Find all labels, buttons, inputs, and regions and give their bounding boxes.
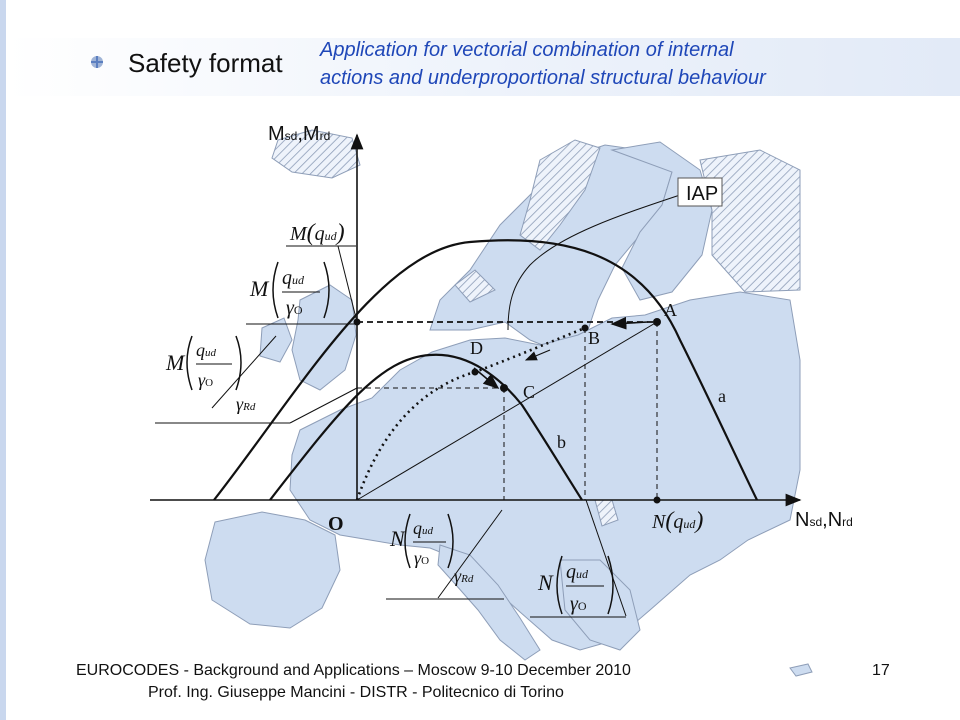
map-cyprus [790,664,812,676]
point-a-label: A [664,300,677,320]
svg-text:N: N [538,570,553,595]
map-britain [292,285,356,390]
svg-text:γO: γO [286,297,303,319]
footer-line-1: EUROCODES - Background and Applications – Moscow 9-10 December 2010 [76,662,631,679]
hatch-russia [700,150,800,292]
footer-line-2: Prof. Ing. Giuseppe Mancini - DISTR - Politecnico di Torino [148,684,564,701]
svg-text:γRd: γRd [454,566,474,586]
formula-n-qud [651,508,703,534]
subtitle-line-2: actions and underproportional structural behaviour [320,67,766,89]
point-a-marker [653,318,661,326]
subtitle-line-1: Application for vectorial combination of internal [320,39,734,61]
svg-text:M: M [250,276,269,301]
svg-text:γRd: γRd [236,394,256,414]
map-ireland [260,318,292,362]
point-n-axis-marker [654,497,661,504]
page-number: 17 [872,662,890,679]
svg-text:qud: qud [413,518,433,538]
curve-b-label: b [557,432,566,452]
curve-a-label: a [718,386,726,406]
origin-label: O [328,513,344,535]
point-d-label: D [470,338,483,358]
svg-text:γO: γO [198,370,214,390]
iap-label: IAP [686,183,719,205]
svg-text:N(qud): N(qud) [652,508,704,534]
slide-title: Safety format [128,48,283,78]
svg-text:qud: qud [196,340,216,360]
svg-text:γO: γO [570,593,587,615]
svg-text:qud: qud [282,267,304,289]
svg-text:γO: γO [414,548,430,568]
y-axis-label: Msd,Mrd [268,123,331,145]
map-continent [290,292,800,650]
svg-text:M(qud): M(qud) [290,220,345,246]
point-c-marker [500,384,508,392]
x-axis-label: Nsd,Nrd [795,509,853,531]
svg-text:qud: qud [566,561,588,583]
svg-text:N: N [390,526,405,551]
point-b-label: B [588,328,601,348]
point-c-label: C [523,382,536,402]
point-d-marker [472,369,479,376]
map-iberia [205,512,340,628]
svg-text:M: M [166,350,185,375]
